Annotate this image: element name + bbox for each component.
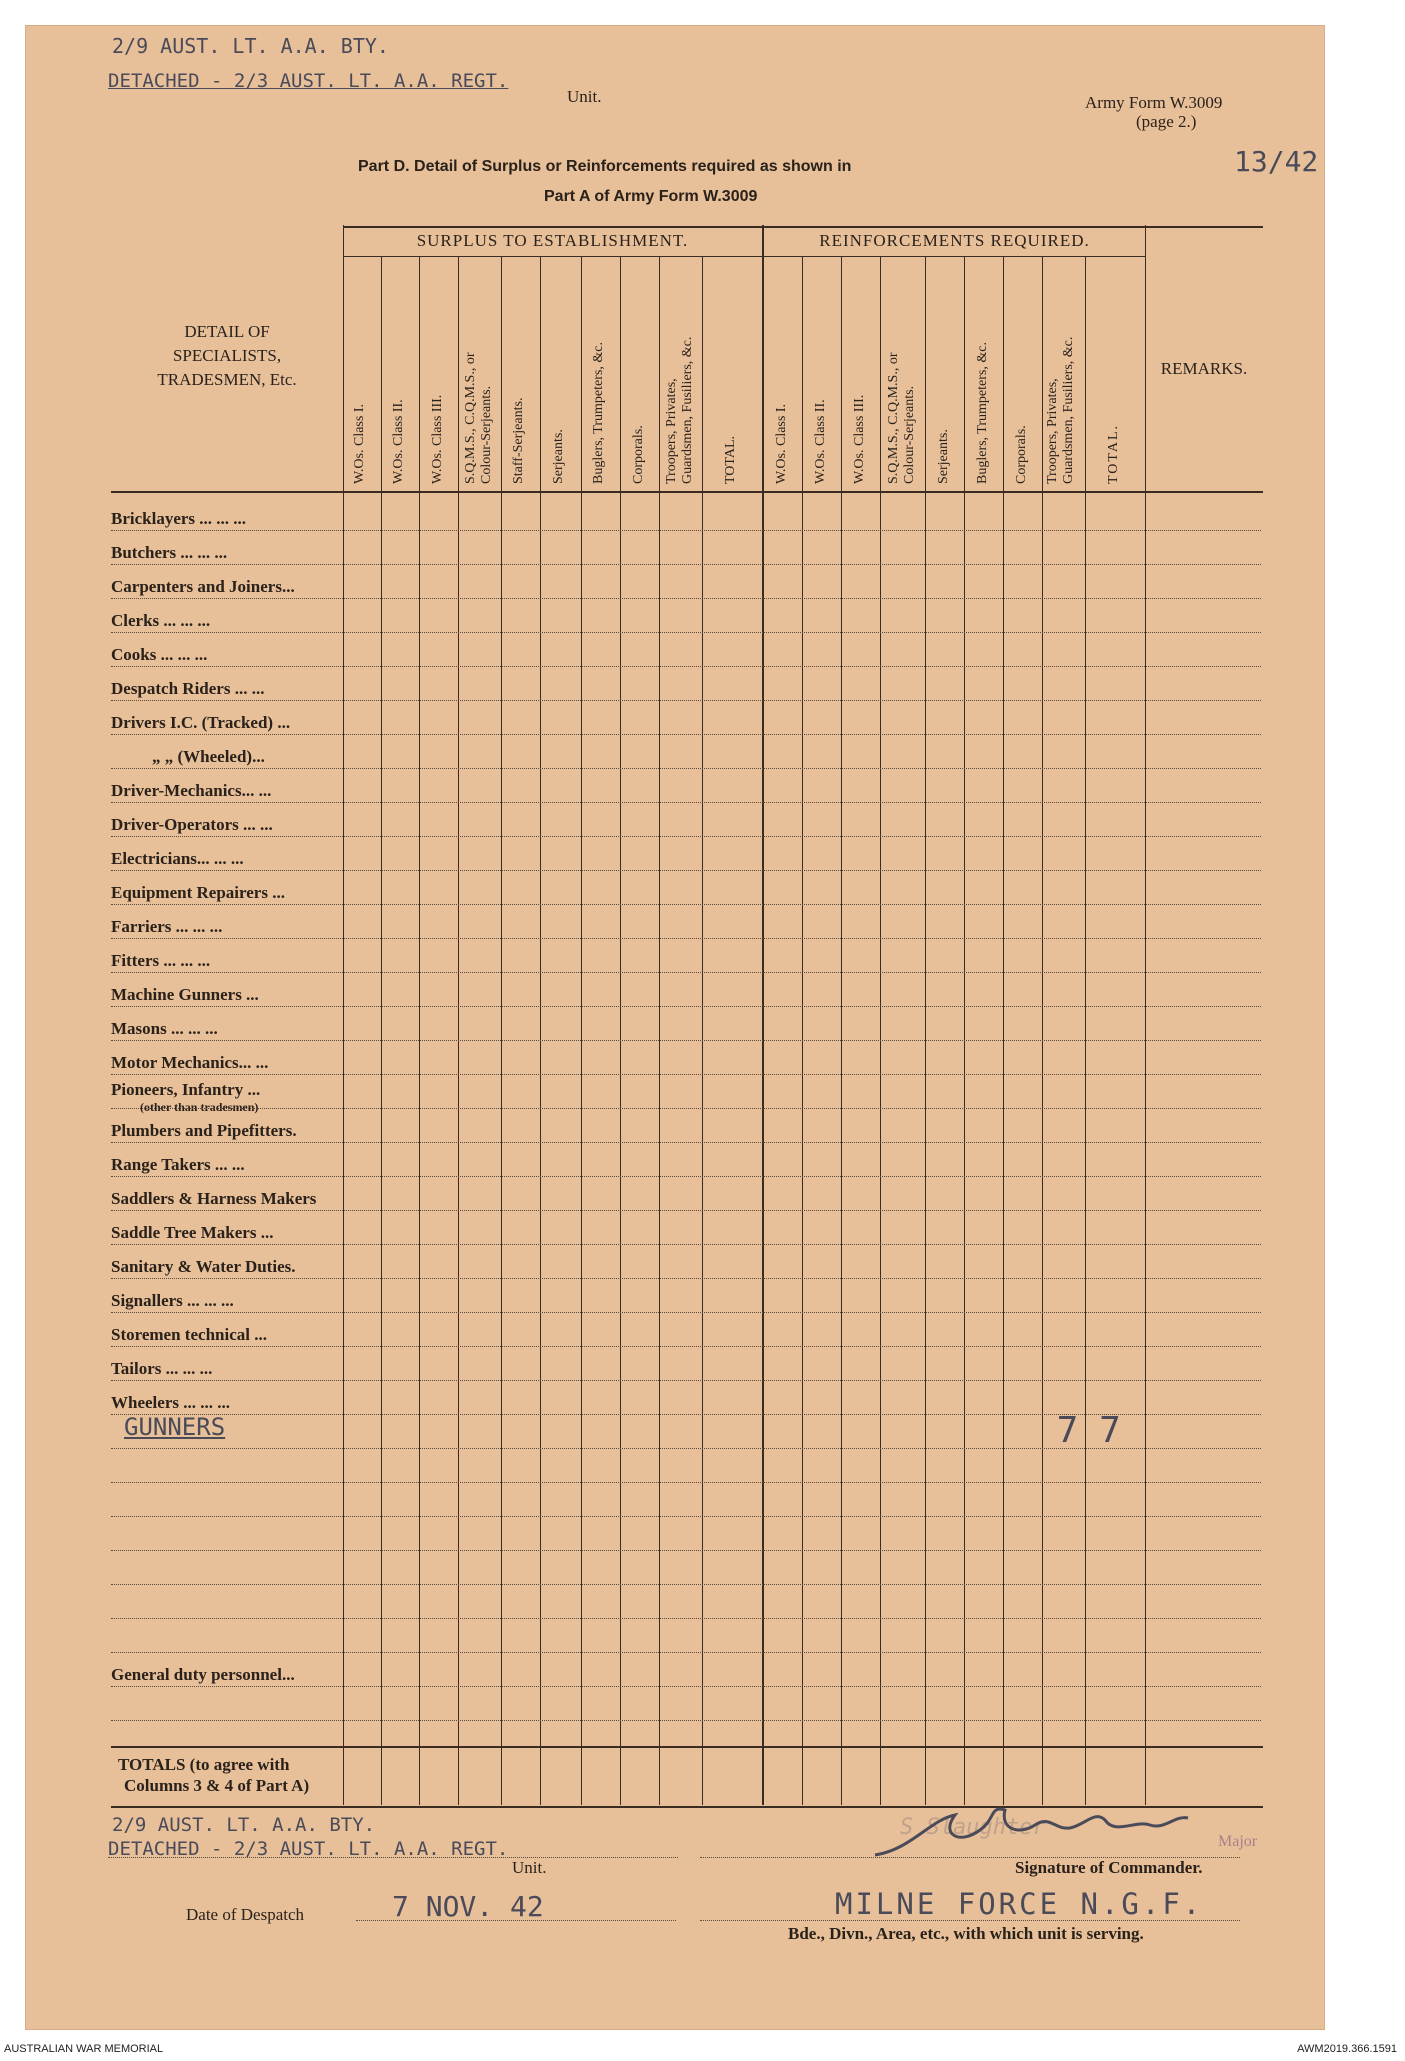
row-separator [111, 972, 1261, 973]
archive-left-caption: AUSTRALIAN WAR MEMORIAL [4, 2043, 164, 2055]
form-title-2: Part A of Army Form W.3009 [544, 188, 758, 205]
col-line [1003, 256, 1004, 1805]
row-label: Sanitary & Water Duties. [111, 1257, 296, 1276]
surplus-col-buglers: Buglers, Trumpeters, &c. [591, 342, 606, 484]
table-top-rule [343, 226, 1263, 228]
row-separator [111, 1312, 1261, 1313]
row-label: Machine Gunners ... [111, 985, 259, 1004]
row-label: Fitters ... ... ... [111, 951, 211, 970]
totals-label-2: Columns 3 & 4 of Part A) [124, 1776, 310, 1795]
footer-unit-rule [108, 1857, 678, 1858]
surplus-col-wo2: W.Os. Class II. [391, 399, 406, 484]
row-separator [111, 904, 1261, 905]
row-separator [111, 1482, 1261, 1483]
bde-handwritten: MILNE FORCE N.G.F. [835, 1887, 1204, 1921]
row-label: Signallers ... ... ... [111, 1291, 234, 1310]
row-label: Motor Mechanics... ... [111, 1053, 269, 1072]
reinf-col-wo3: W.Os. Class III. [852, 394, 867, 484]
row-label: Saddle Tree Makers ... [111, 1223, 274, 1242]
reinf-col-sqms: S.Q.M.S., C.Q.M.S., or Colour-Serjeants. [886, 352, 917, 484]
col-line [501, 256, 502, 1805]
surplus-col-serjeants: Serjeants. [551, 429, 566, 484]
row-separator [111, 1516, 1261, 1517]
row-label: Driver-Operators ... ... [111, 815, 273, 834]
row-header-l3: TRADESMEN, Etc. [157, 370, 297, 389]
col-line [802, 256, 803, 1805]
reinf-col-corporals: Corporals. [1014, 425, 1029, 484]
surplus-col-total: TOTAL. [723, 435, 738, 484]
row-separator [111, 632, 1261, 633]
bde-rule [700, 1920, 1240, 1921]
troopers-value-handwritten: 7 [1056, 1410, 1079, 1451]
col-line [841, 256, 842, 1805]
totals-top-rule [111, 1746, 1263, 1748]
col-line [343, 225, 344, 1805]
row-label: Range Takers ... ... [111, 1155, 245, 1174]
row-header-l2: SPECIALISTS, [172, 346, 282, 365]
row-separator [111, 870, 1261, 871]
row-separator [111, 1550, 1261, 1551]
group-reinforcements-header: REINFORCEMENTS REQUIRED. [819, 231, 1090, 250]
row-label: Pioneers, Infantry ... [111, 1080, 261, 1099]
row-separator [111, 530, 1261, 531]
commander-stamp: Major [1218, 1833, 1258, 1850]
total-value-handwritten: 7 [1099, 1410, 1121, 1451]
row-label: Tailors ... ... ... [111, 1359, 213, 1378]
col-line [540, 256, 541, 1805]
footer-unit-label: Unit. [512, 1858, 547, 1877]
row-separator [111, 1244, 1261, 1245]
surplus-col-staff-serjeants: Staff-Serjeants. [511, 397, 526, 484]
row-separator [111, 1584, 1261, 1585]
surplus-col-sqms: S.Q.M.S., C.Q.M.S., or Colour-Serjeants. [463, 352, 494, 484]
row-label: Butchers ... ... ... [111, 543, 228, 562]
row-label: Equipment Repairers ... [111, 883, 285, 902]
form-title-1: Part D. Detail of Surplus or Reinforcements required as shown in [358, 158, 852, 175]
col-line [381, 256, 382, 1805]
row-separator [111, 1108, 1261, 1109]
row-separator [111, 768, 1261, 769]
col-line [702, 256, 703, 1805]
header-unit-handwritten-1: 2/9 AUST. LT. A.A. BTY. [112, 34, 389, 58]
row-label: Clerks ... ... ... [111, 611, 211, 630]
row-label: „ „ (Wheeled)... [152, 747, 265, 766]
reinf-col-total: TOTAL. [1106, 423, 1121, 484]
col-line [419, 256, 420, 1805]
row-header-l1: DETAIL OF [184, 322, 270, 341]
page-note: (page 2.) [1136, 112, 1197, 131]
row-separator [111, 1618, 1261, 1619]
pioneers-note: (other than tradesmen) [140, 1100, 259, 1114]
row-label: Bricklayers ... ... ... [111, 509, 247, 528]
general-duty-label: General duty personnel... [111, 1665, 295, 1684]
col-line [659, 256, 660, 1805]
signature-label: Signature of Commander. [1015, 1858, 1203, 1877]
col-line [1042, 256, 1043, 1805]
group-header-rule [343, 256, 1145, 257]
row-label: Masons ... ... ... [111, 1019, 218, 1038]
row-separator [111, 938, 1261, 939]
row-separator [111, 700, 1261, 701]
row-separator [111, 1006, 1261, 1007]
col-line [964, 256, 965, 1805]
header-unit-handwritten-2: DETACHED - 2/3 AUST. LT. A.A. REGT. [108, 70, 509, 92]
header-unit-label: Unit. [567, 87, 602, 106]
col-line-group-split [762, 225, 764, 1805]
row-label: Wheelers ... ... ... [111, 1393, 230, 1412]
row-separator [111, 734, 1261, 735]
date-rule [356, 1920, 676, 1921]
col-line [581, 256, 582, 1805]
row-label: Saddlers & Harness Makers [111, 1189, 317, 1208]
row-separator [111, 1652, 1261, 1653]
remarks-header: REMARKS. [1160, 359, 1248, 378]
reinf-col-wo1: W.Os. Class I. [774, 404, 789, 484]
surplus-col-corporals: Corporals. [631, 425, 646, 484]
row-separator [111, 802, 1261, 803]
archive-right-caption: AWM2019.366.1591 [1297, 2043, 1397, 2055]
row-label: Carpenters and Joiners... [111, 577, 295, 596]
row-separator [111, 1686, 1261, 1687]
form-id: Army Form W.3009 [1085, 93, 1223, 112]
row-label: Driver-Mechanics... ... [111, 781, 272, 800]
row-separator [111, 1210, 1261, 1211]
footer-unit-handwritten-2: DETACHED - 2/3 AUST. LT. A.A. REGT. [108, 1838, 509, 1860]
group-surplus-header: SURPLUS TO ESTABLISHMENT. [416, 231, 689, 250]
row-separator [111, 666, 1261, 667]
gunners-handwritten: GUNNERS [124, 1413, 226, 1441]
date-label: Date of Despatch [186, 1905, 305, 1924]
row-label: Drivers I.C. (Tracked) ... [111, 713, 291, 732]
col-line-remarks [1145, 225, 1146, 1805]
row-label: Farriers ... ... ... [111, 917, 223, 936]
date-handwritten: 7 NOV. 42 [392, 1890, 544, 1923]
surplus-col-troopers: Troopers, Privates, Guardsmen, Fusiliers, &c. [664, 336, 695, 484]
row-separator [111, 1040, 1261, 1041]
row-separator [111, 1074, 1261, 1075]
reinf-col-buglers: Buglers, Trumpeters, &c. [975, 342, 990, 484]
reinf-col-troopers: Troopers, Privates, Guardsmen, Fusiliers, &c. [1045, 336, 1076, 484]
reinf-col-wo2: W.Os. Class II. [813, 399, 828, 484]
row-label: Cooks ... ... ... [111, 645, 208, 664]
row-separator [111, 564, 1261, 565]
row-separator [111, 836, 1261, 837]
bde-label: Bde., Divn., Area, etc., with which unit is serving. [788, 1924, 1144, 1943]
row-separator [111, 1448, 1261, 1449]
surplus-col-wo1: W.Os. Class I. [352, 404, 367, 484]
row-label: Plumbers and Pipefitters. [111, 1121, 297, 1140]
reinf-col-serjeants: Serjeants. [936, 429, 951, 484]
row-label: Despatch Riders ... ... [111, 679, 265, 698]
footer-unit-handwritten-1: 2/9 AUST. LT. A.A. BTY. [112, 1814, 376, 1836]
row-separator [111, 1720, 1261, 1721]
row-separator [111, 1380, 1261, 1381]
row-label: Storemen technical ... [111, 1325, 267, 1344]
totals-label-1: TOTALS (to agree with [118, 1755, 290, 1774]
surplus-col-wo3: W.Os. Class III. [430, 394, 445, 484]
signature-handwritten: S Slaughter [900, 1815, 1046, 1840]
col-line [925, 256, 926, 1805]
row-separator [111, 1278, 1261, 1279]
handwritten-ref: 13/42 [1234, 145, 1319, 178]
row-separator [111, 1414, 1261, 1415]
row-separator [111, 1176, 1261, 1177]
col-line [1085, 256, 1086, 1805]
row-label: Electricians... ... ... [111, 849, 244, 868]
col-line [880, 256, 881, 1805]
row-separator [111, 598, 1261, 599]
col-line [620, 256, 621, 1805]
col-line [458, 256, 459, 1805]
header-bottom-rule [111, 491, 1263, 493]
row-separator [111, 1346, 1261, 1347]
row-separator [111, 1142, 1261, 1143]
